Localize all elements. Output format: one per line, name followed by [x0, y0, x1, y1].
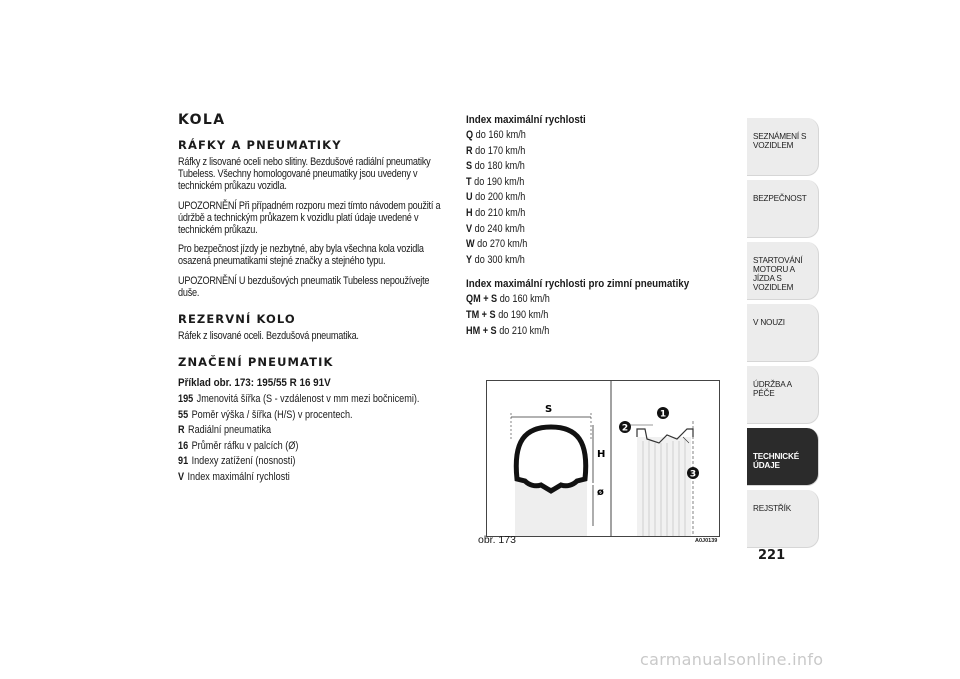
- svg-text:2: 2: [621, 423, 629, 434]
- winter-speed-heading: Index maximální rychlosti pro zimní pneumatiky: [466, 278, 690, 291]
- rim-profile: [629, 421, 693, 536]
- svg-text:1: 1: [659, 409, 667, 420]
- marking-heading: ZNAČENÍ PNEUMATIK: [178, 355, 334, 370]
- tab-technicke-udaje[interactable]: TECHNICKÉ ÚDAJE: [747, 428, 819, 486]
- definition-item: R Radiální pneumatika: [178, 424, 272, 437]
- watermark: carmanualsonline.info: [640, 650, 824, 669]
- rims-paragraph: Pro bezpečnost jízdy je nezbytné, aby byla všechna kola vozidla osazená pneumatikami stejné značky a stejného typu.: [178, 243, 424, 268]
- svg-text:3: 3: [689, 469, 697, 480]
- speed-item: T do 190 km/h: [466, 175, 525, 188]
- speed-item: Y do 300 km/h: [466, 253, 525, 266]
- callout-1: [657, 407, 669, 420]
- figure-caption: obr. 173: [478, 534, 516, 546]
- winter-speed-item: TM + S do 190 km/h: [466, 308, 549, 321]
- spare-heading: REZERVNÍ KOLO: [178, 312, 296, 327]
- definition-item: V Index maximální rychlosti: [178, 470, 290, 483]
- spare-text: Ráfek z lisované oceli. Bezdušová pneumatika.: [178, 330, 359, 343]
- speed-item: W do 270 km/h: [466, 238, 528, 251]
- label-diameter: ø: [597, 487, 604, 498]
- definition-item: 16 Průměr ráfku v palcích (Ø): [178, 439, 299, 452]
- rims-heading: RÁFKY A PNEUMATIKY: [178, 138, 342, 152]
- right-column: [466, 114, 736, 339]
- speed-item: S do 180 km/h: [466, 160, 525, 173]
- rims-paragraph: Ráfky z lisované oceli nebo slitiny. Bezdušové radiální pneumatiky Tubeless. Všechny homologované pneumatiky jsou uvedeny v technickém průkazu vozidla.: [178, 156, 431, 193]
- tab-seznameni[interactable]: SEZNÁMENÍ S VOZIDLEM: [747, 118, 819, 176]
- speed-item: Q do 160 km/h: [466, 129, 526, 141]
- speed-item: U do 200 km/h: [466, 191, 526, 204]
- definition-item: 195 Jmenovitá šířka (S - vzdálenost v mm mezi bočnicemi).: [178, 393, 420, 406]
- tire-diagram: [487, 381, 719, 536]
- left-column: [178, 112, 448, 485]
- definition-item: 55 Poměr výška / šířka (H/S) v procentech.: [178, 408, 353, 421]
- page-number: 221: [758, 548, 786, 563]
- figure-code: A0J0139: [695, 538, 718, 544]
- callout-2: [619, 421, 631, 434]
- chapter-tabs: [747, 118, 819, 552]
- tab-bezpecnost[interactable]: BEZPEČNOST: [747, 180, 819, 238]
- speed-item: H do 210 km/h: [466, 206, 526, 219]
- speed-item: V do 240 km/h: [466, 222, 525, 235]
- tire-figure: [486, 380, 720, 537]
- example-title: Příklad obr. 173: 195/55 R 16 91V: [178, 377, 331, 390]
- section-title: KOLA: [178, 112, 226, 128]
- speed-index-heading: Index maximální rychlosti: [466, 114, 586, 126]
- label-h: H: [597, 449, 606, 460]
- tab-startovani[interactable]: STARTOVÁNÍ MOTORU A JÍZDA S VOZIDLEM: [747, 242, 819, 300]
- tab-rejstrik[interactable]: REJSTŘÍK: [747, 490, 819, 548]
- tire-cross-section: [511, 404, 605, 536]
- tab-udrzba[interactable]: ÚDRŽBA A PÉČE: [747, 366, 819, 424]
- winter-speed-item: HM + S do 210 km/h: [466, 324, 550, 337]
- speed-item: R do 170 km/h: [466, 144, 526, 157]
- winter-speed-item: QM + S do 160 km/h: [466, 293, 550, 306]
- rims-paragraph: UPOZORNĚNÍ U bezdušových pneumatik Tubeless nepoužívejte duše.: [178, 274, 430, 299]
- label-s: S: [545, 404, 553, 415]
- rims-paragraph: UPOZORNĚNÍ Při případném rozporu mezi tímto návodem použití a údržbě a technickým průkazem k vozidlu platí údaje uvedené v technickém průkazu.: [178, 199, 441, 237]
- tab-v-nouzi[interactable]: V NOUZI: [747, 304, 819, 362]
- definition-item: 91 Indexy zatížení (nosnosti): [178, 455, 296, 468]
